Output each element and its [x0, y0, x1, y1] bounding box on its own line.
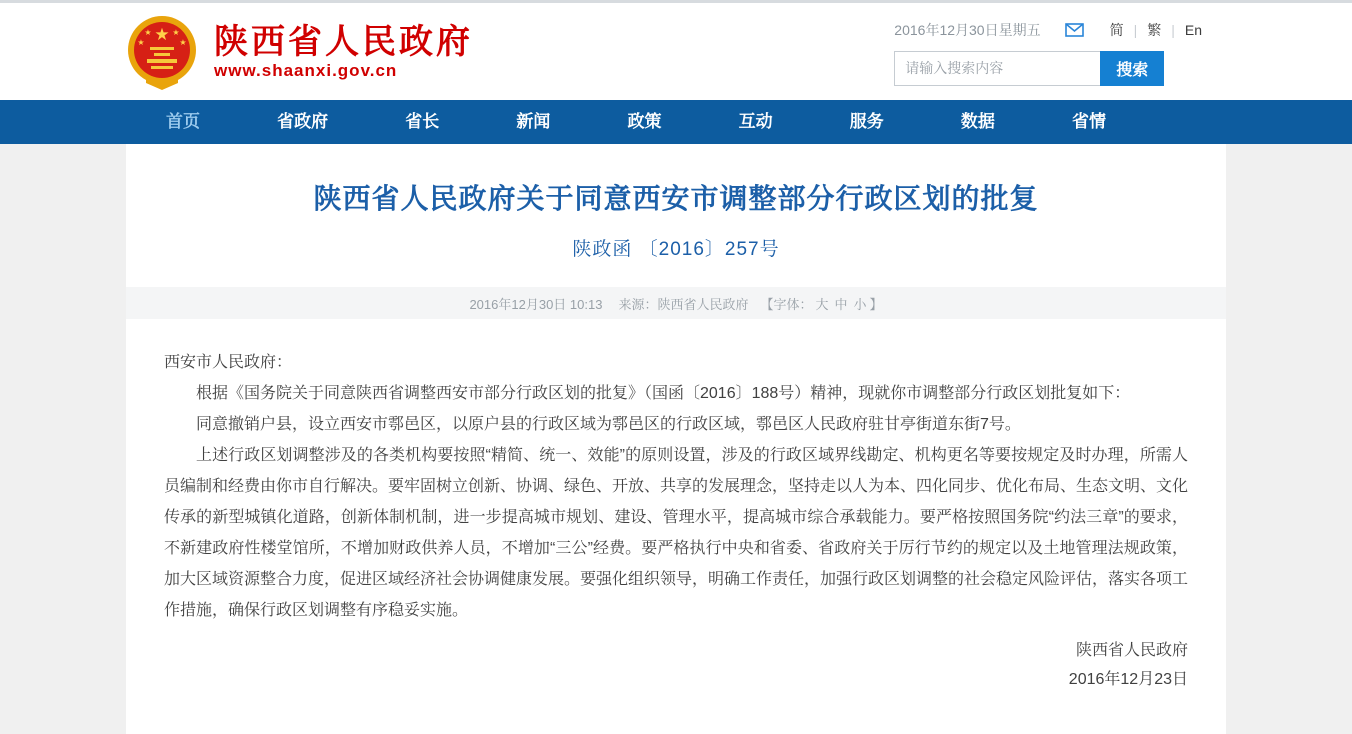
nav-item-data[interactable]: 数据 — [960, 112, 995, 131]
national-emblem-icon — [126, 13, 198, 91]
lang-separator: | — [1133, 21, 1138, 38]
signature-block — [164, 636, 1188, 694]
svg-text:★: ★ — [137, 37, 145, 47]
signature-org: 陕西省人民政府 — [1075, 642, 1188, 659]
lang-simplified[interactable]: 简 — [1109, 21, 1124, 38]
paragraph: 同意撤销户县，设立西安市鄠邑区，以原户县的行政区域为鄠邑区的行政区域，鄠邑区人民政府驻甘亭街道东街7号。 — [196, 416, 1021, 433]
font-size-medium[interactable]: 中 — [834, 296, 848, 312]
nav-item-news[interactable]: 新闻 — [516, 112, 551, 131]
nav-item-governor[interactable]: 省长 — [405, 112, 440, 131]
site-name: 陕西省人民政府 — [214, 22, 473, 61]
paragraph: 上述行政区划调整涉及的各类机构要按照“精简、统一、效能”的原则设置，涉及的行政区域界线勘定、机构更名等要按规定及时办理，所需人员编制和经费由你市自行解决。要牢固树立创新、协调、绿色、开放、共享的发展理念，坚持走以人为本、四化同步、优化布局、生态文明、文化传承的新型城镇化道路，创新体制机制，进一步提高城市规划、建设、管理水平，提高城市综合承载能力。要严格按照国务院“约法三章”的要求，不新建政府性楼堂馆所，不增加财政供养人员，不增加“三公”经费。要严格执行中央和省委、省政府关于厉行节约的规定以及土地管理法规政策，加大区域资源整合力度，促进区域经济社会协调健康发展。要强化组织领导，明确工作责任，加强行政区划调整的社会稳定风险评估，落实各项工作措施，确保行政区划调整有序稳妥实施。 — [164, 447, 1189, 619]
salutation: 西安市人民政府： — [164, 354, 293, 371]
article-meta-bar — [126, 287, 1226, 319]
svg-text:★: ★ — [144, 27, 152, 37]
search-bar — [894, 51, 1206, 86]
lang-traditional[interactable]: 繁 — [1147, 21, 1162, 38]
font-control-prefix: 【字体： — [760, 296, 813, 312]
main-navigation — [0, 100, 1352, 144]
article-title: 陕西省人民政府关于同意西安市调整部分行政区划的批复 — [313, 183, 1039, 214]
header-right — [894, 18, 1226, 86]
article-card — [126, 144, 1226, 734]
nav-item-home[interactable]: 首页 — [166, 112, 200, 131]
font-control-suffix: 】 — [869, 296, 883, 312]
current-date: 2016年12月30日星期五 — [894, 21, 1041, 38]
site-logo[interactable] — [126, 13, 473, 91]
site-header — [0, 3, 1352, 100]
svg-text:★: ★ — [179, 37, 187, 47]
document-number: 陕政函 〔2016〕257号 — [572, 239, 780, 260]
nav-item-provincial-government[interactable]: 省政府 — [277, 112, 329, 131]
font-size-small[interactable]: 小 — [853, 296, 867, 312]
search-button[interactable]: 搜索 — [1100, 51, 1164, 86]
article-body — [126, 319, 1226, 694]
nav-item-province-overview[interactable]: 省情 — [1072, 112, 1106, 131]
svg-text:★: ★ — [172, 27, 180, 37]
paragraph: 根据《国务院关于同意陕西省调整西安市部分行政区划的批复》（国函〔2016〕188号）精神，现就你市调整部分行政区划批复如下： — [196, 385, 1131, 402]
lang-english[interactable]: En — [1184, 21, 1202, 38]
svg-text:★: ★ — [154, 24, 170, 44]
article-source: 来源：陕西省人民政府 — [618, 296, 749, 312]
lang-separator: | — [1171, 21, 1175, 38]
font-size-large[interactable]: 大 — [815, 296, 829, 312]
nav-item-services[interactable]: 服务 — [849, 112, 884, 131]
site-url: www.shaanxi.gov.cn — [214, 60, 398, 80]
font-size-control — [760, 294, 882, 313]
publish-datetime: 2016年12月30日 10:13 — [469, 296, 603, 312]
search-input[interactable] — [894, 51, 1100, 86]
nav-item-interaction[interactable]: 互动 — [738, 112, 773, 131]
nav-item-policy[interactable]: 政策 — [627, 112, 662, 131]
mail-icon[interactable] — [1065, 23, 1084, 37]
signature-date: 2016年12月23日 — [1068, 671, 1188, 688]
